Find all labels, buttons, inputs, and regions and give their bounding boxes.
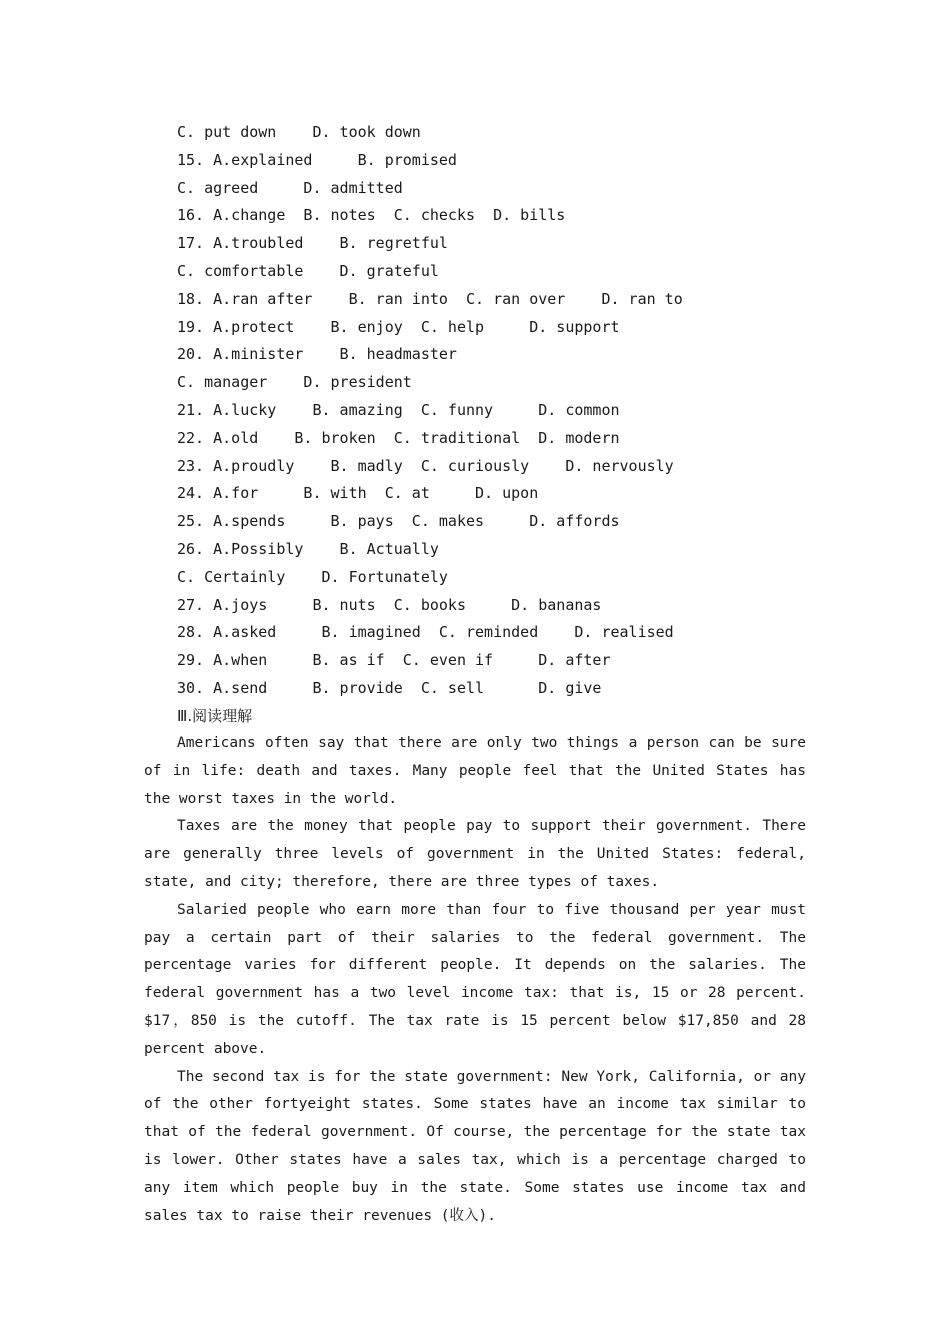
option-line: C. comfortable D. grateful (177, 261, 439, 280)
option-line: 20. A.minister B. headmaster (177, 345, 457, 364)
option-line: 26. A.Possibly B. Actually (177, 539, 439, 558)
option-line: 30. A.send B. provide C. sell D. give (177, 678, 602, 697)
passage-paragraph: Americans often say that there are only two things a person can be sure of in life: death and taxes. Many people feel that the United States has the worst taxes in the world. (144, 735, 806, 807)
option-line: 27. A.joys B. nuts C. books D. bananas (177, 595, 602, 614)
option-line: 21. A.lucky B. amazing C. funny D. common (177, 400, 620, 419)
answer-options (177, 119, 817, 703)
option-line: 17. A.troubled B. regretful (177, 234, 448, 253)
option-line: 29. A.when B. as if C. even if D. after (177, 651, 611, 670)
option-line: 28. A.asked B. imagined C. reminded D. realised (177, 623, 674, 642)
passage-paragraph: The second tax is for the state government: New York, California, or any of the other fortyeight states. Some states have an income tax similar to that of the federal government. Of course, the percentage for the state tax is lower. Other states have a sales tax, which is a percentage charged to any item which people buy in the state. Some states use income tax and sales tax to raise their revenues (收入). (144, 1068, 806, 1224)
option-line: C. Certainly D. Fortunately (177, 567, 448, 586)
option-line: 16. A.change B. notes C. checks D. bills (177, 206, 566, 225)
option-line: 24. A.for B. with C. at D. upon (177, 484, 539, 503)
option-line: 25. A.spends B. pays C. makes D. affords (177, 512, 620, 531)
option-line: 19. A.protect B. enjoy C. help D. support (177, 317, 620, 336)
reading-passage (144, 730, 806, 1230)
option-line: C. manager D. president (177, 373, 412, 392)
passage-paragraph: Salaried people who earn more than four to five thousand per year must pay a certain part of their salaries to the federal government. The percentage varies for different people. It depends on the salaries. The federal government has a two level income tax: that is, 15 or 28 percent. $17，850 is the cutoff. The tax rate is 15 percent below $17,850 and 28 percent above. (144, 901, 806, 1057)
passage-paragraph: Taxes are the money that people pay to support their government. There are generally three levels of government in the United States: federal, state, and city; therefore, there are three types of taxes. (144, 818, 806, 890)
section-heading: Ⅲ.阅读理解 (177, 707, 253, 725)
option-line: 22. A.old B. broken C. traditional D. modern (177, 428, 620, 447)
option-line: 18. A.ran after B. ran into C. ran over D. ran to (177, 289, 683, 308)
option-line: 23. A.proudly B. madly C. curiously D. nervously (177, 456, 674, 475)
option-line: 15. A.explained B. promised (177, 150, 457, 169)
option-line: C. agreed D. admitted (177, 178, 403, 197)
option-line: C. put down D. took down (177, 123, 421, 141)
